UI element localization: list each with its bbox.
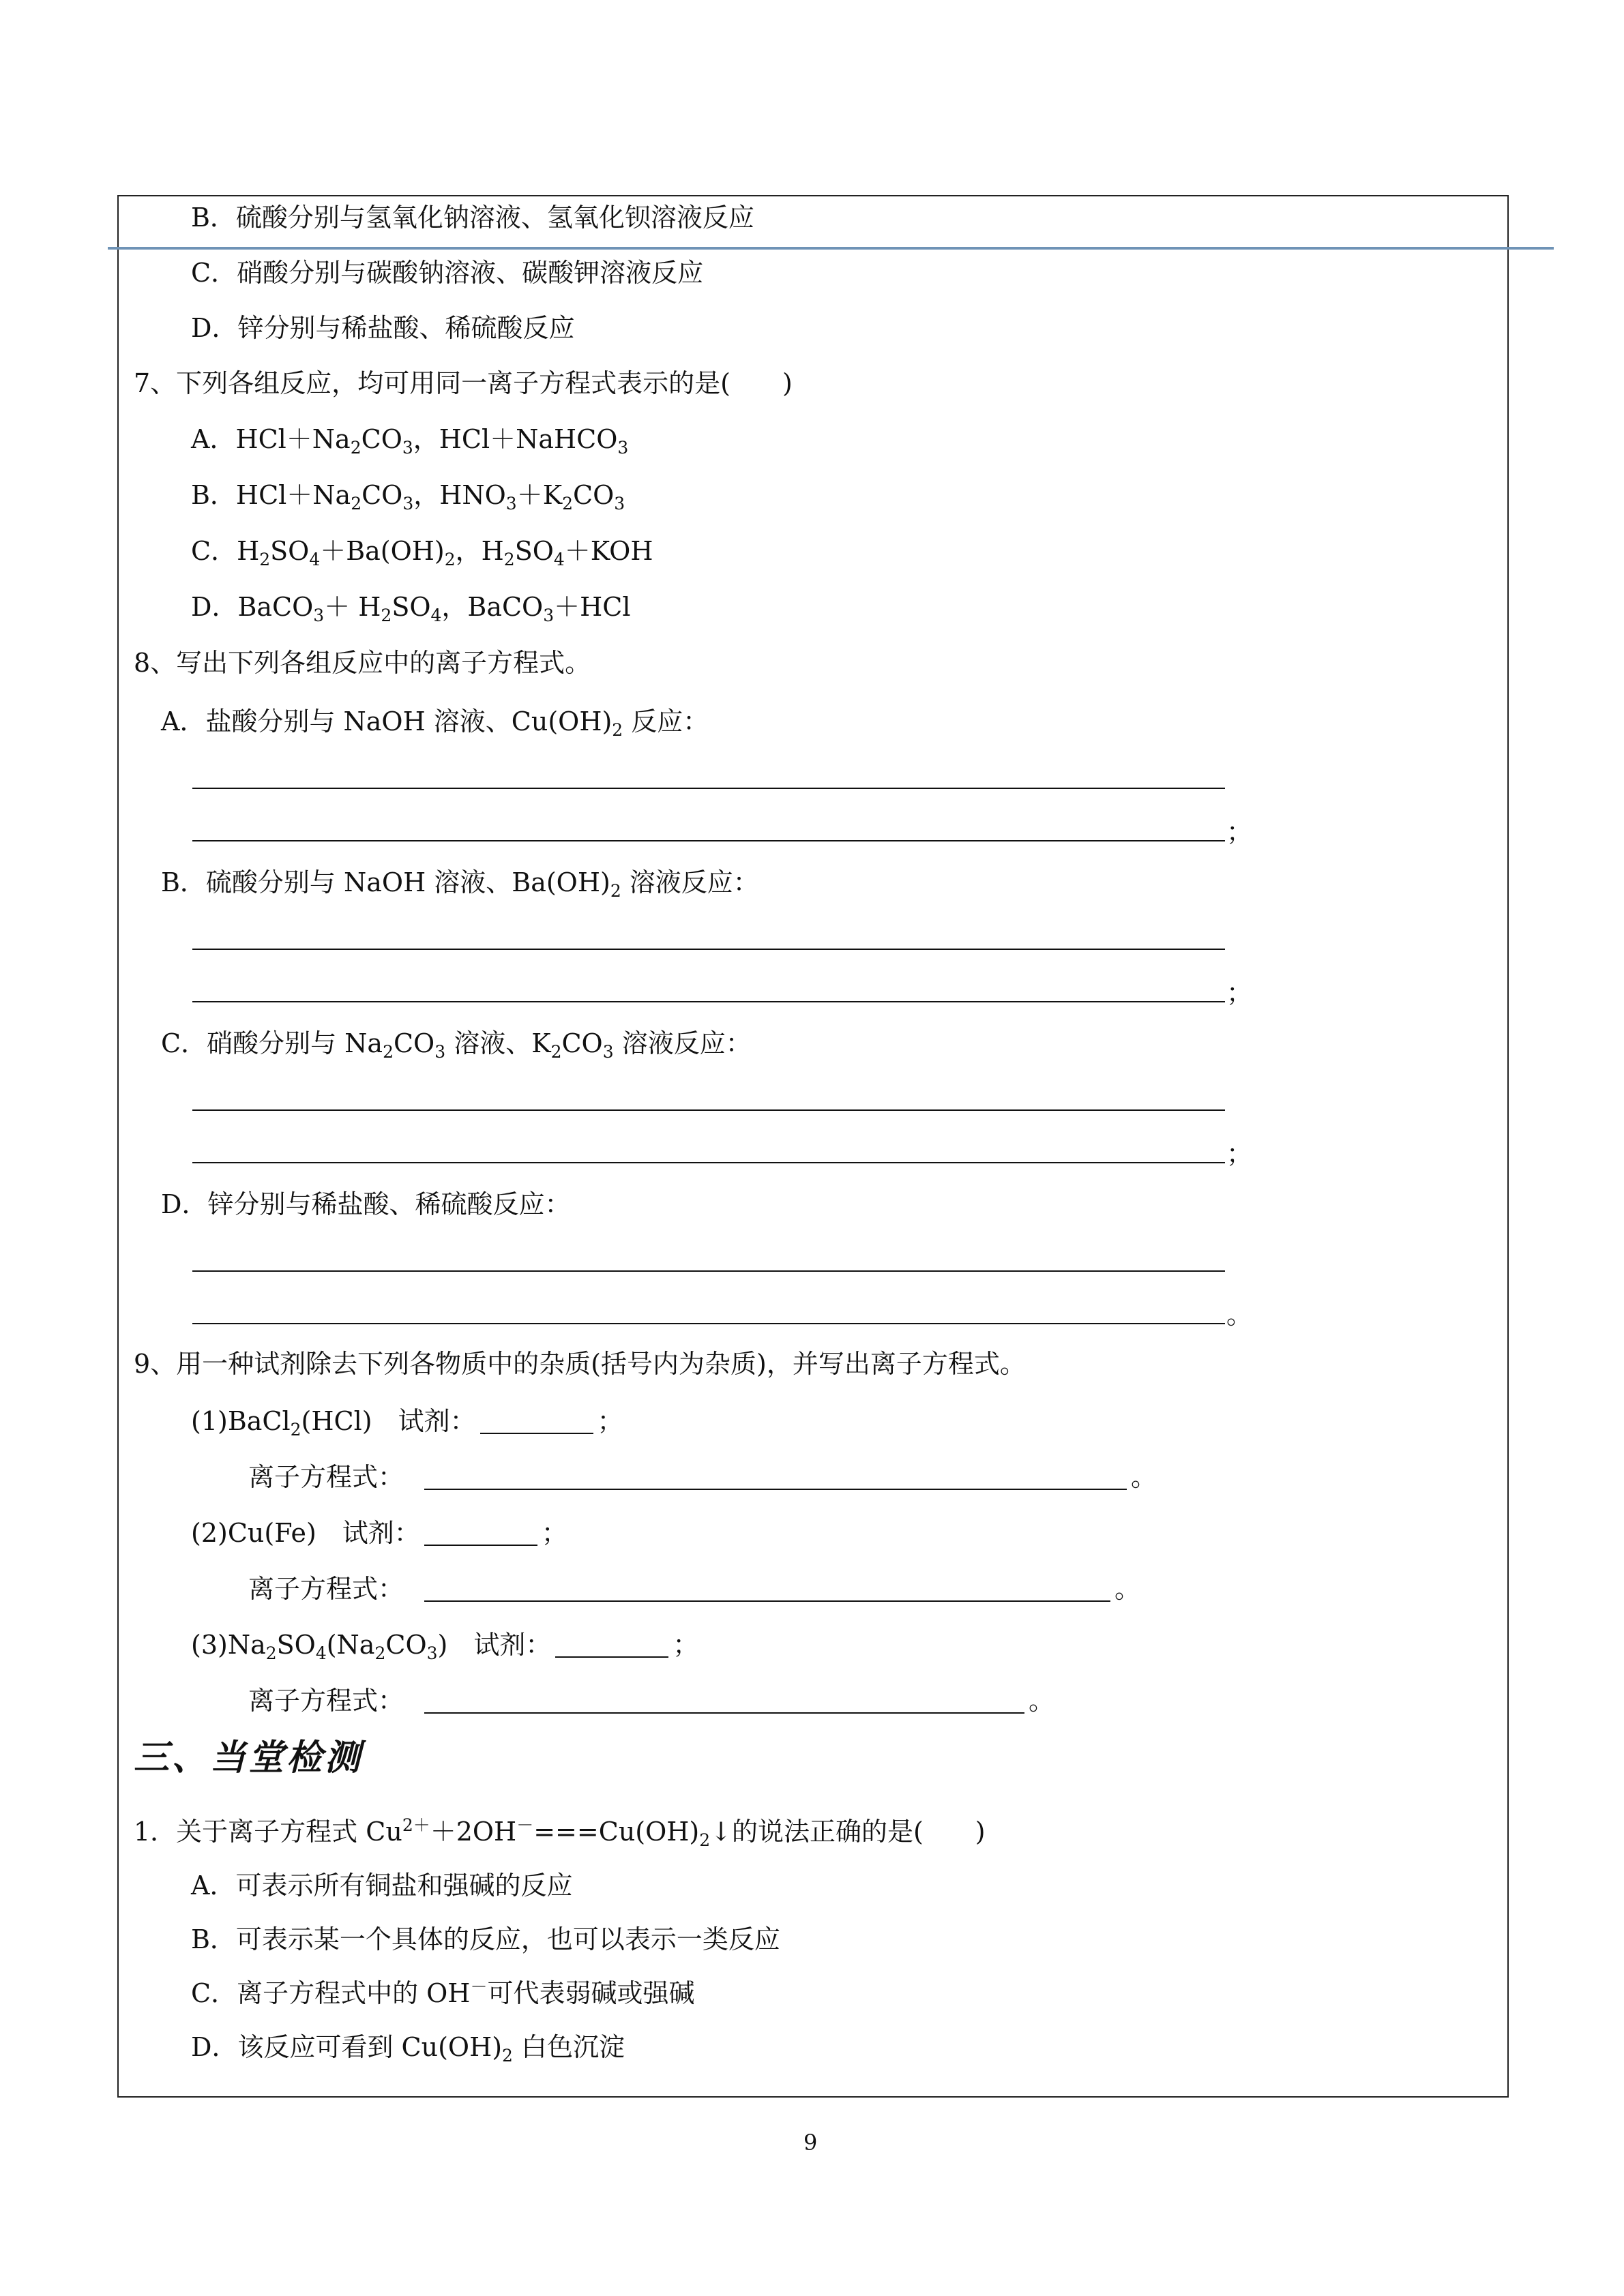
q8-part-c: C．硝酸分别与 $Na_2CO_3$ 溶液、$K_2CO_3$ 溶液反应： — [161, 1028, 752, 1062]
q9-item-1-ionic: 离子方程式： 。 — [248, 1462, 1157, 1492]
q7-option-a: A．$HCl+Na_2CO_3$，HCl＋NaHCO$_3$ — [191, 424, 629, 458]
q8-part-a: A．盐酸分别与 NaOH 溶液、$Cu(OH)_2$ 反应： — [161, 706, 709, 740]
q8-b-answer-line-2[interactable] — [192, 1001, 1225, 1002]
q8-b-semicolon: ； — [1226, 978, 1253, 1008]
q9-2-reagent-blank[interactable] — [424, 1521, 537, 1546]
q9-item-2: (2)Cu(Fe) 试剂： ； — [191, 1518, 567, 1548]
q9-3-reagent-blank[interactable] — [555, 1633, 668, 1658]
q9-item-2-ionic: 离子方程式： 。 — [248, 1574, 1141, 1604]
q8-stem: 8、写出下列各组反应中的离子方程式。 — [134, 648, 591, 678]
q9-stem: 9、用一种试剂除去下列各物质中的杂质(括号内为杂质)，并写出离子方程式。 — [134, 1349, 1026, 1379]
q8-c-answer-line-1[interactable] — [192, 1109, 1225, 1111]
q8-d-answer-line-1[interactable] — [192, 1270, 1225, 1272]
q7-option-c: C．$H_2SO_4+Ba(OH)_2$，$H_2SO_4+KOH$ — [191, 536, 653, 569]
q8-a-semicolon: ； — [1226, 817, 1253, 847]
quiz-q1-stem: 1．关于离子方程式 $Cu^{2+}+2OH^-===Cu(OH)_2↓$的说法正确的是( ) — [134, 1815, 986, 1850]
q7-stem: 7、下列各组反应，均可用同一离子方程式表示的是( ) — [134, 368, 793, 398]
q9-item-1: (1)BaCl$_2$(HCl) 试剂： ； — [191, 1406, 623, 1440]
q9-item-3: $(3)Na_2SO_4(Na_2CO_3)$ 试剂： ； — [191, 1630, 699, 1663]
quiz-q1-option-b: B．可表示某一个具体的反应，也可以表示一类反应 — [191, 1924, 780, 1954]
section-title: 三、当堂检测 — [134, 1737, 364, 1778]
q8-b-answer-line-1[interactable] — [192, 949, 1225, 950]
header-rule — [108, 247, 1554, 250]
q6-option-d: D．锌分别与稀盐酸、稀硫酸反应 — [191, 313, 575, 343]
q7-option-d: D．BaCO$_3$＋ $H_2SO_4$，BaCO$_3$＋HCl — [191, 592, 631, 625]
q9-item-3-ionic: 离子方程式： 。 — [248, 1686, 1055, 1716]
q9-3-ionic-blank[interactable] — [424, 1689, 1024, 1714]
q8-part-b: B．硫酸分别与 NaOH 溶液、$Ba(OH)_2$ 溶液反应： — [161, 867, 759, 901]
q8-d-period: 。 — [1226, 1300, 1253, 1330]
quiz-q1-option-c: C．离子方程式中的 OH－可代表弱碱或强碱 — [191, 1977, 695, 2008]
q8-c-semicolon: ； — [1226, 1139, 1253, 1169]
q9-2-ionic-blank[interactable] — [424, 1577, 1110, 1602]
q8-c-answer-line-2[interactable] — [192, 1162, 1225, 1163]
q7-option-b: B．$HCl+Na_2CO_3$，$HNO_3+K_2CO_3$ — [191, 480, 625, 513]
q9-1-ionic-blank[interactable] — [424, 1465, 1127, 1490]
q8-a-answer-line-2[interactable] — [192, 840, 1225, 841]
q8-d-answer-line-2[interactable] — [192, 1323, 1225, 1324]
page-number: 9 — [803, 2130, 818, 2156]
q8-a-answer-line-1[interactable] — [192, 788, 1225, 789]
quiz-q1-option-d: D．该反应可看到 $Cu(OH)_2$ 白色沉淀 — [191, 2032, 625, 2066]
q8-part-d: D．锌分别与稀盐酸、稀硫酸反应： — [161, 1189, 571, 1219]
q9-1-reagent-blank[interactable] — [480, 1410, 593, 1434]
q6-option-b: B．硫酸分别与氢氧化钠溶液、氢氧化钡溶液反应 — [191, 203, 754, 233]
quiz-q1-option-a: A．可表示所有铜盐和强碱的反应 — [191, 1870, 573, 1900]
q6-option-c: C．硝酸分别与碳酸钠溶液、碳酸钾溶液反应 — [191, 258, 704, 288]
